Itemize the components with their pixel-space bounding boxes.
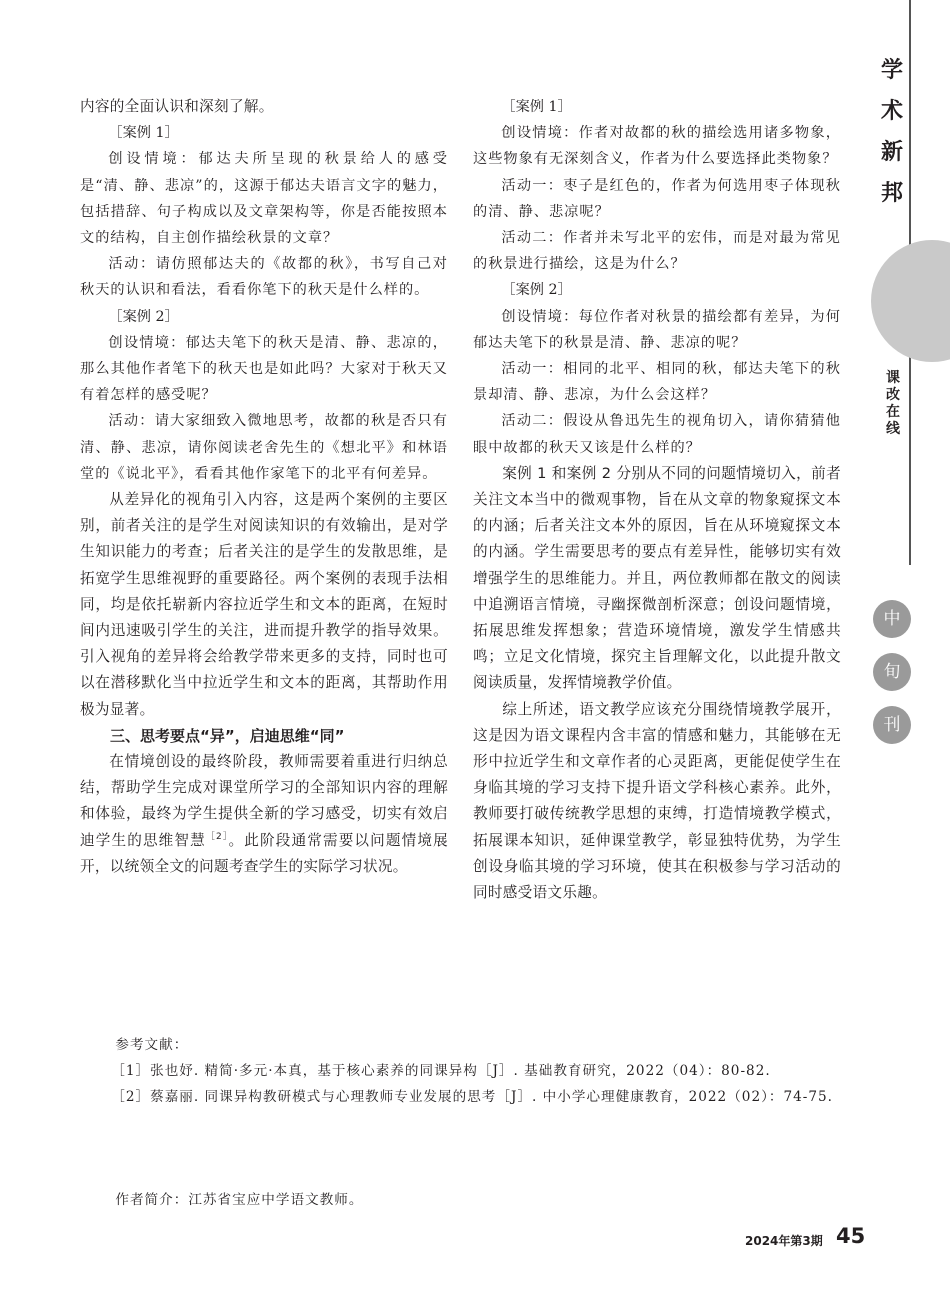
case-label xyxy=(80,120,448,146)
journal-badge-zhong: 中 xyxy=(873,600,911,638)
activity-paragraph xyxy=(80,146,448,251)
activity-paragraph xyxy=(473,173,841,225)
paragraph-text: 创设情境：郁达夫所呈现的秋景给人的感受是“清、静、悲凉”的，这源于郁达夫语言文字的魅力，包括措辞、句子构成以及文章架构等，你是否能按照本文的结构，自主创作描绘秋景的文章？ xyxy=(80,151,448,247)
decorative-circle xyxy=(871,240,950,362)
case-label xyxy=(80,304,448,330)
paragraph-text: 内容的全面认识和深刻了解。 xyxy=(80,98,274,115)
paragraph-text: 活动：请仿照郁达夫的《故都的秋》，书写自己对秋天的认识和看法，看看你笔下的秋天是什么样的。 xyxy=(80,256,448,299)
paragraph-text: 三、思考要点“异”，启迪思维“同” xyxy=(110,726,345,745)
section-heading xyxy=(80,723,448,749)
citation-marker: ［2］ xyxy=(205,831,229,842)
subsection-title-char: 改 xyxy=(886,387,900,403)
section-title-char: 术 xyxy=(880,99,903,124)
body-paragraph xyxy=(80,487,448,723)
reference-item-2: ［2］蔡嘉丽. 同课异构教研模式与心理教师专业发展的思考［J］. 中小学心理健康教育，2022（02）：74-75. xyxy=(111,1089,833,1105)
subsection-title-char: 在 xyxy=(886,404,900,420)
section-title-char: 邦 xyxy=(880,181,903,206)
paragraph-text: 案例 1 和案例 2 分别从不同的问题情境切入，前者关注文本当中的微观事物，旨在从文章的物象窥探文本的内涵；后者关注文本外的原因，旨在从环境窥探文本的内涵。学生需要思考的要点有差异性，能够切实有效增强学生的思维能力。并且，两位教师都在散文的阅读中追溯语言情境，寻幽探微剖析深意；创设问题情境，拓展思维发挥想象；营造环境情境，激发学生情感共鸣；立足文化情境，探究主旨理解文化，以此提升散文阅读质量，发挥情境教学价值。 xyxy=(473,464,841,692)
paragraph-text: 创设情境：每位作者对秋景的描绘都有差异，为何郁达夫笔下的秋景是清、静、悲凉的呢？ xyxy=(473,308,841,351)
continued-paragraph xyxy=(80,94,448,120)
page-number: 45 xyxy=(836,1224,866,1248)
right-column xyxy=(473,94,841,906)
references xyxy=(80,1032,840,1110)
paragraph-text: 活动：请大家细致入微地思考，故都的秋是否只有清、静、悲凉，请你阅读老舍先生的《想北平》和林语堂的《说北平》，看看其他作家笔下的北平有何差异。 xyxy=(80,413,448,482)
paragraph-text: 综上所述，语文教学应该充分围绕情境教学展开，这是因为语文课程内含丰富的情感和魅力，其能够在无形中拉近学生和文章作者的心灵距离，更能促使学生在身临其境的学习支持下提升语文学科核心素养。此外，教师要打破传统教学思想的束缚，打造情境教学模式，拓展课本知识，延伸课堂教学，彰显独特优势，为学生创设身临其境的学习环境，使其在积极参与学习活动的同时感受语文乐趣。 xyxy=(473,700,841,902)
author-note: 作者简介：江苏省宝应中学语文教师。 xyxy=(115,1192,364,1208)
paragraph-text: ［案例 2］ xyxy=(108,308,179,325)
activity-paragraph xyxy=(80,330,448,409)
activity-paragraph xyxy=(473,356,841,408)
case-label xyxy=(473,94,841,120)
paragraph-text: 从差异化的视角引入内容，这是两个案例的主要区别，前者关注的是学生对阅读知识的有效输出，是对学生知识能力的考查；后者关注的是学生的发散思维，是拓宽学生思维视野的重要路径。两个案例的表现手法相同，均是依托崭新内容拉近学生和文本的距离，在短时间内迅速吸引学生的关注，进而提升教学的指导效果。引入视角的差异将会给教学带来更多的支持，同时也可以在潜移默化当中拉近学生和文本的距离，其帮助作用极为显著。 xyxy=(80,491,448,718)
paragraph-text: ［案例 1］ xyxy=(501,99,572,115)
activity-paragraph xyxy=(473,225,841,277)
reference-item-1: ［1］张也妤. 精简·多元·本真，基于核心素养的同课异构［J］. 基础教育研究，2022（04）：80-82. xyxy=(111,1063,771,1079)
journal-badge-kan: 刊 xyxy=(873,706,911,744)
subsection-title-char: 线 xyxy=(886,421,900,437)
case-label xyxy=(473,277,841,303)
section-title-char: 新 xyxy=(880,140,903,165)
subsection-title-char: 课 xyxy=(886,370,900,386)
journal-badge-xun: 旬 xyxy=(873,653,911,691)
paragraph-text: 活动一：枣子是红色的，作者为何选用枣子体现秋的清、静、悲凉呢？ xyxy=(473,177,841,220)
activity-paragraph xyxy=(473,304,841,356)
paragraph-text: 创设情境：郁达夫笔下的秋天是清、静、悲凉的，那么其他作者笔下的秋天也是如此吗？大家对于秋天又有着怎样的感受呢？ xyxy=(80,334,448,404)
paragraph-text: ［案例 1］ xyxy=(108,125,179,142)
activity-paragraph xyxy=(473,120,841,172)
section-title-char: 学 xyxy=(880,58,903,83)
issue-label: 2024年第3期 xyxy=(745,1234,823,1248)
references-title: 参考文献： xyxy=(115,1037,189,1053)
paragraph-text: 活动二：作者并未写北平的宏伟，而是对最为常见的秋景进行描绘，这是为什么？ xyxy=(473,230,841,273)
paragraph-text: 活动二：假设从鲁迅先生的视角切入，请你猜猜他眼中故都的秋天又该是什么样的？ xyxy=(473,413,841,456)
activity-paragraph xyxy=(80,408,448,487)
activity-paragraph xyxy=(473,408,841,460)
left-column xyxy=(80,94,448,880)
paragraph-text: 。此阶段通常需要以问题情境展开，以统领全文的问题考查学生的实际学习状况。 xyxy=(80,831,448,875)
body-paragraph xyxy=(473,461,841,697)
subsection-title xyxy=(878,370,908,438)
body-paragraph xyxy=(473,697,841,907)
body-paragraph xyxy=(80,749,448,880)
paragraph-text: 在情境创设的最终阶段，教师需要着重进行归纳总结，帮助学生完成对课堂所学习的全部知识内容的理解和体验，最终为学生提供全新的学习感受，切实有效启迪学生的思维智慧 xyxy=(80,753,448,849)
section-title xyxy=(874,50,910,214)
paragraph-text: ［案例 2］ xyxy=(501,282,572,299)
activity-paragraph xyxy=(80,251,448,303)
paragraph-text: 活动一：相同的北平、相同的秋，郁达夫笔下的秋景却清、静、悲凉，为什么会这样？ xyxy=(473,361,841,404)
paragraph-text: 创设情境：作者对故都的秋的描绘选用诸多物象，这些物象有无深刻含义，作者为什么要选择此类物象？ xyxy=(473,125,841,168)
